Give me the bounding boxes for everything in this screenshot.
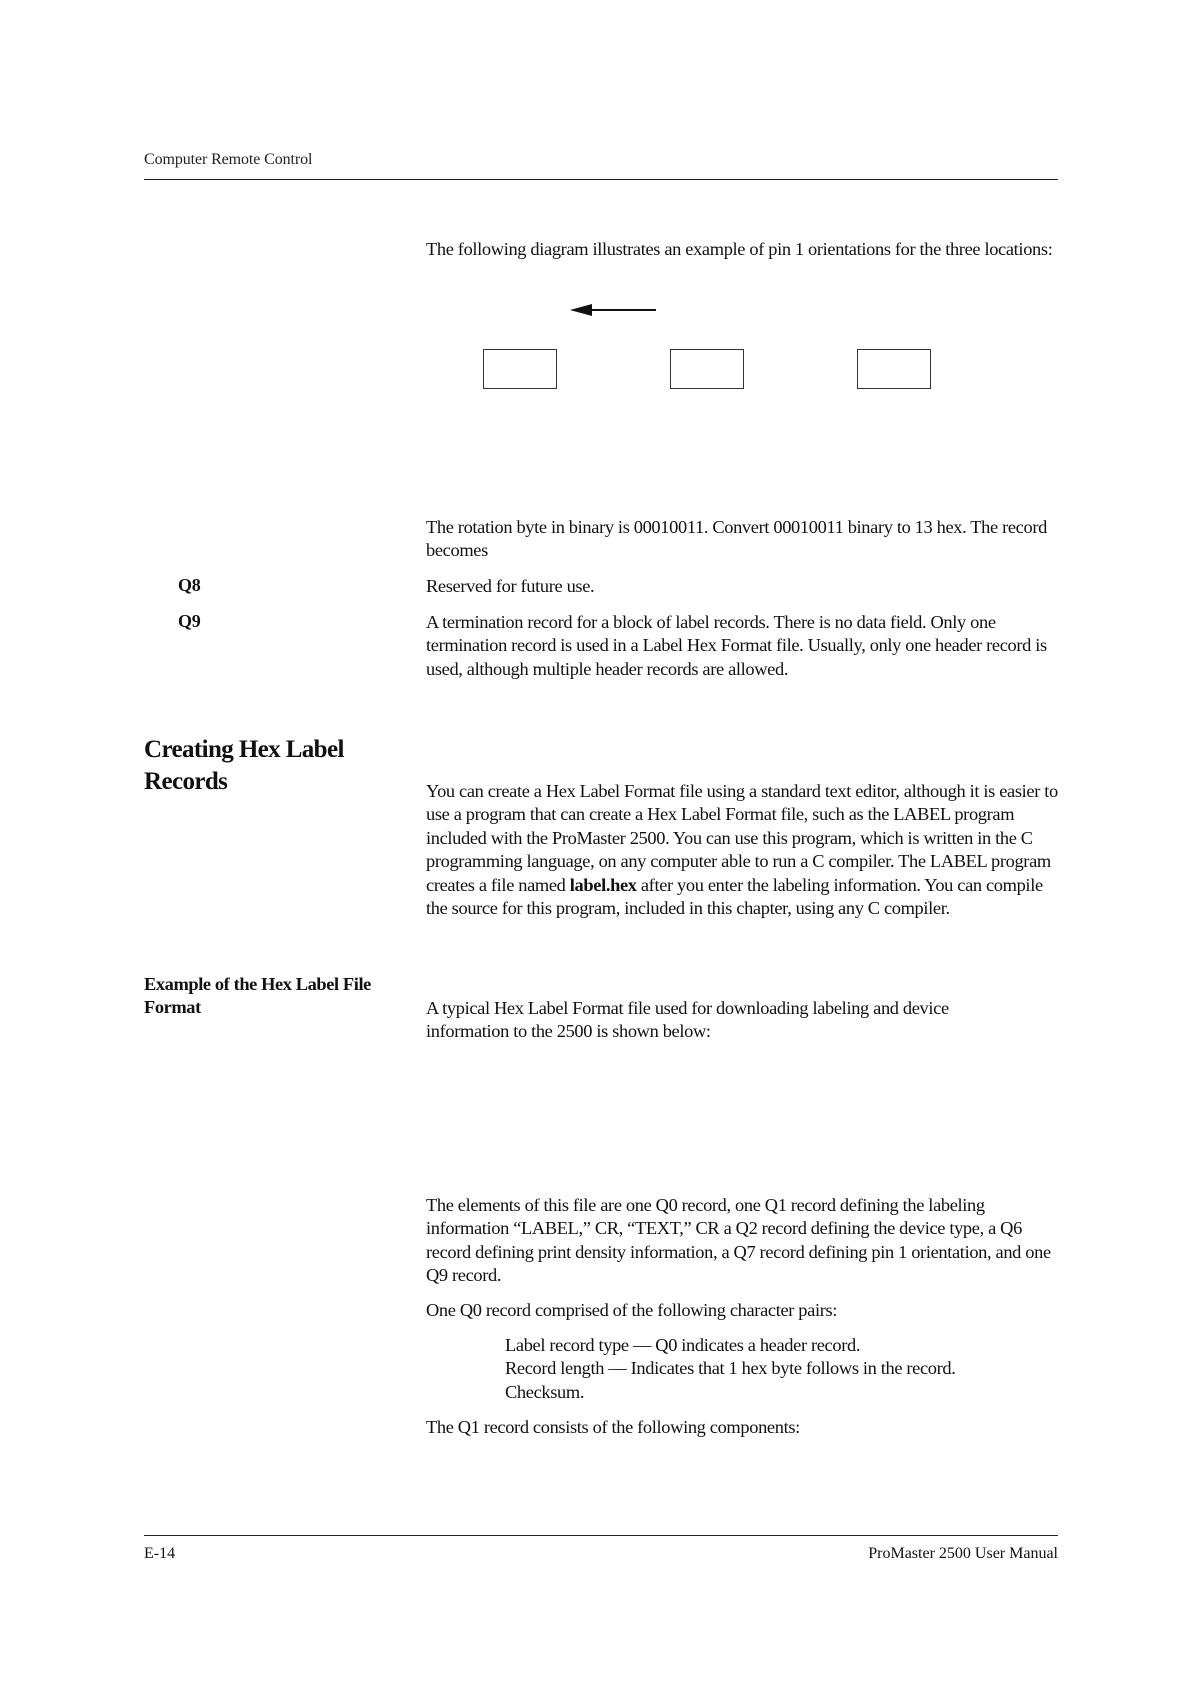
record-description-q8: Reserved for future use. [426,576,595,596]
example-paragraph: A typical Hex Label Format file used for downloading labeling and device information to the 2500 is shown below: [426,998,949,1042]
running-header-title: Computer Remote Control [144,151,313,168]
record-description-q9: A termination record for a block of label records. There is no data field. Only one termination record is used in a Label Hex Format file. Usually, only one header record is used, although multiple header records are allowed. [426,612,1047,679]
creating-paragraph [426,780,1058,920]
footer-rule [144,1535,1058,1536]
pin-location-box-2 [670,349,744,389]
creating-paragraph-text-1: You can create a Hex Label Format file using a standard text editor, although it is easier to use a program that can create a Hex Label Format file, such as the LABEL program included with the ProMaster 2500. You can use this program, which is written in the C programming language, on any computer able to run a C compiler. The LABEL program creates a file named [426,781,1058,895]
record-label-q8: Q8 [178,575,201,595]
q0-pair-item: Label record type — Q0 indicates a header record. [505,1335,861,1355]
filename-label-hex: label.hex [569,874,637,895]
section-heading-example-format: Example of the Hex Label File Format [144,974,371,1018]
manual-title: ProMaster 2500 User Manual [868,1545,1058,1562]
intro-paragraph: The following diagram illustrates an example of pin 1 orientations for the three locations: [426,239,1053,259]
record-label-q9: Q9 [178,611,201,631]
page-number: E-14 [144,1545,176,1562]
pin-location-box-1 [483,349,557,389]
section-heading-creating-hex-label-records: Creating Hex Label Records [144,736,344,795]
q0-character-pairs-list [505,1334,956,1404]
q0-pair-item: Checksum. [505,1381,585,1402]
rotation-paragraph: The rotation byte in binary is 00010011. Convert 00010011 binary to 13 hex. The record becomes [426,517,1047,561]
creating-paragraph-text-2: after you enter the labeling information. You can compile the source for this program, included in this chapter, using any C compiler. [426,874,1043,919]
arrow-left-icon [570,300,660,320]
header-rule [144,179,1058,180]
q0-pair-item: Record length — Indicates that 1 hex byte follows in the record. [505,1358,956,1379]
elements-paragraph: The elements of this file are one Q0 record, one Q1 record defining the labeling information “LABEL,” CR, “TEXT,” CR a Q2 record defining the device type, a Q6 record defining print density information, a Q7 record defining pin 1 orientation, and one Q9 record. [426,1195,1051,1286]
pin-location-box-3 [857,349,931,389]
pin-orientation-diagram [570,300,660,320]
q1-intro-paragraph: The Q1 record consists of the following components: [426,1417,800,1437]
q0-intro-paragraph: One Q0 record comprised of the following character pairs: [426,1300,838,1320]
